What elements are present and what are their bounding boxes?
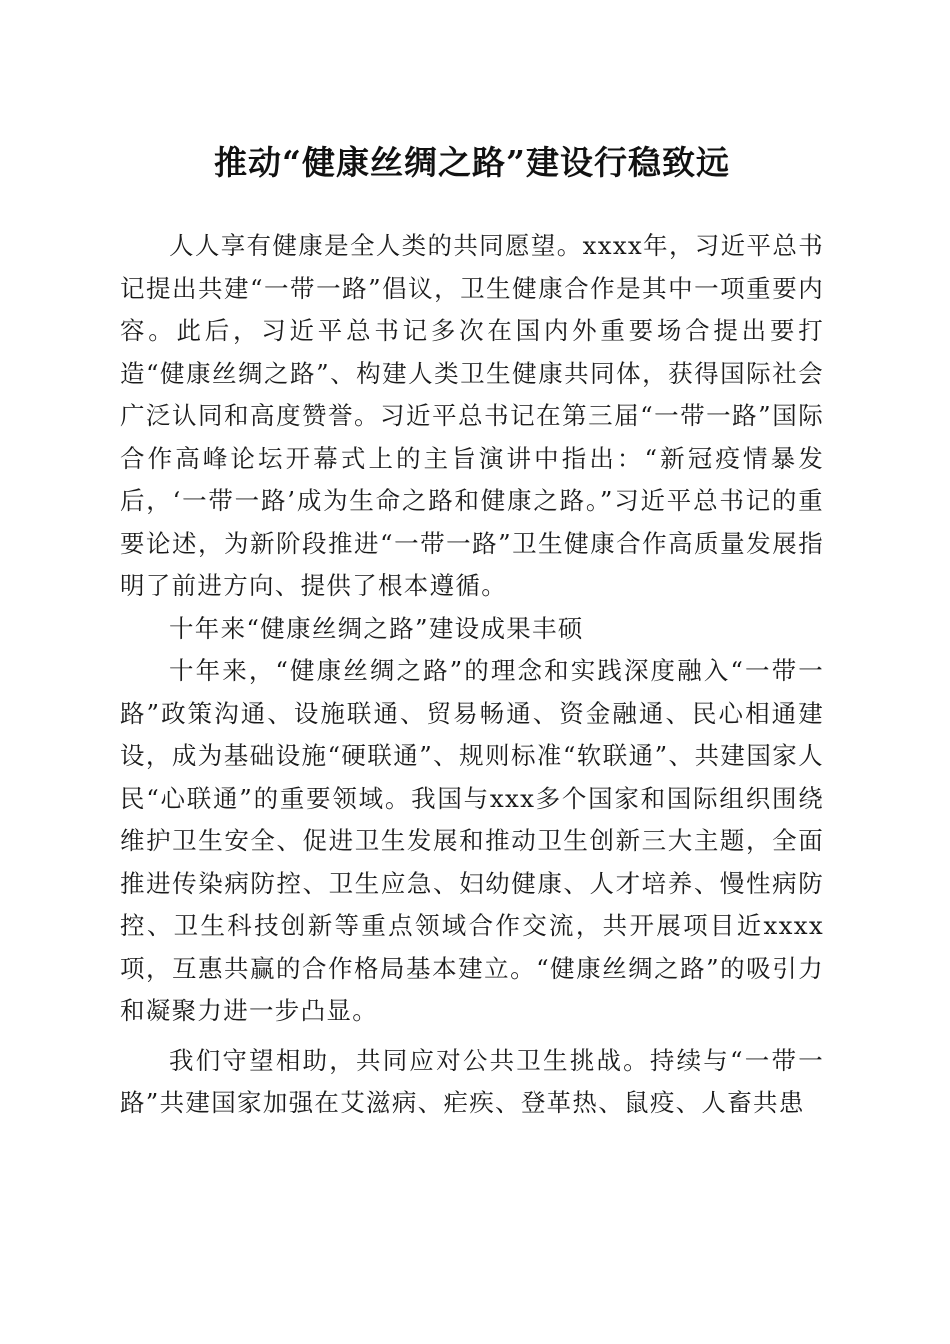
section-heading: 十年来“健康丝绸之路”建设成果丰硕 — [169, 613, 584, 643]
document-title: 推动“健康丝绸之路”建设行稳致远 — [214, 143, 730, 182]
paragraph-achievements: 十年来，“健康丝绸之路”的理念和实践深度融入“一带一路”政策沟通、设施联通、贸易畅通、资金融通、民心相通建设，成为基础设施“硬联通”、规则标准“软联通”、共建国家人民“心联通”的重要领域。我国与xxx多个国家和国际组织围绕维护卫生安全、促进卫生发展和推动卫生创新三大主题，全面推进传染病防控、卫生应急、妇幼健康、人才培养、慢性病防控、卫生科技创新等重点领域合作交流，共开展项目近xxxx项，互惠共赢的合作格局基本建立。“健康丝绸之路”的吸引力和凝聚力进一步凸显。 — [120, 656, 824, 1025]
paragraph-public-health: 我们守望相助，共同应对公共卫生挑战。持续与“一带一路”共建国家加强在艾滋病、疟疾、登革热、鼠疫、人畜共患 — [120, 1045, 824, 1117]
document-body — [120, 225, 824, 1125]
paragraph-intro: 人人享有健康是全人类的共同愿望。xxxx年，习近平总书记提出共建“一带一路”倡议，卫生健康合作是其中一项重要内容。此后，习近平总书记多次在国内外重要场合提出要打造“健康丝绸之路”、构建人类卫生健康共同体，获得国际社会广泛认同和高度赞誉。习近平总书记在第三届“一带一路”国际合作高峰论坛开幕式上的主旨演讲中指出：“新冠疫情暴发后，‘一带一路’成为生命之路和健康之路。”习近平总书记的重要论述，为新阶段推进“一带一路”卫生健康合作高质量发展指明了前进方向、提供了根本遵循。 — [120, 231, 824, 600]
